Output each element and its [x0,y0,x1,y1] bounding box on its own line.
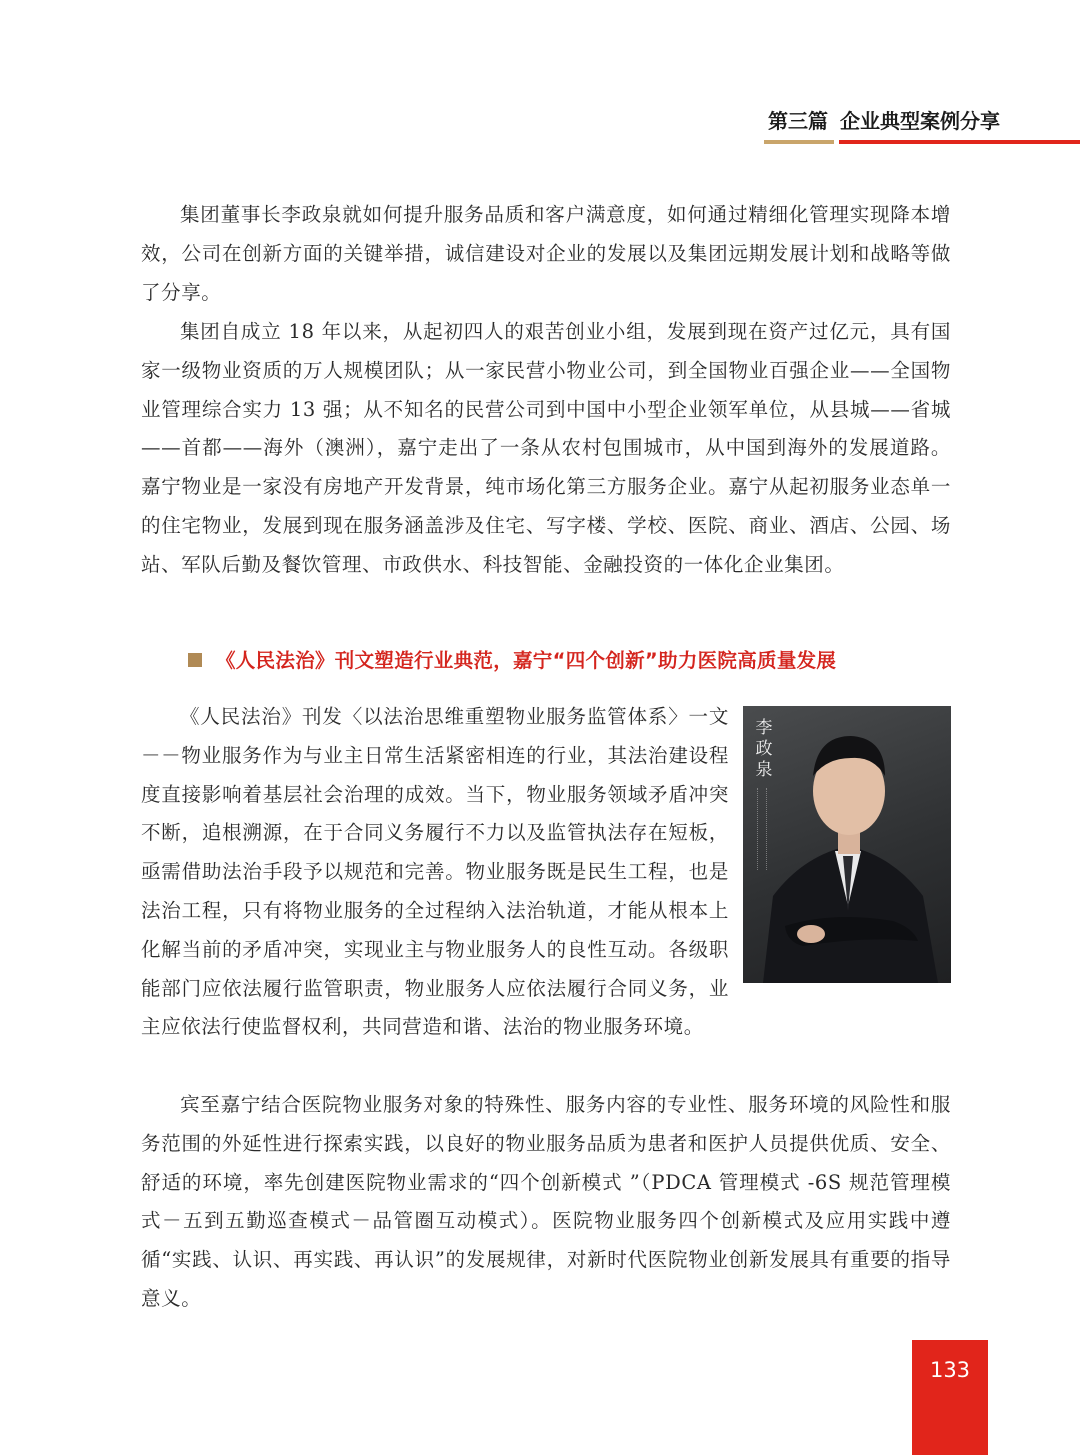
header-rule-red [839,140,1080,144]
header-chapter: 企业典型案例分享 [840,109,1000,133]
heading-bullet-icon [188,653,202,667]
page-number-box [912,1340,988,1455]
paragraph-history: 集团自成立 18 年以来，从起初四人的艰苦创业小组，发展到现在资产过亿元，具有国家一级物业资质的万人规模团队；从一家民营小物业公司，到全国物业百强企业——全国物业管理综合实力 13 强；从不知名的民营公司到中国中小型企业领军单位，从县城——省城——首都——海外（澳洲），嘉宁走出了一条从农村包围城市，从中国到海外的发展道路。嘉宁物业是一家没有房地产开发背景，纯市场化第三方服务企业。嘉宁从起初服务业态单一的住宅物业，发展到现在服务涵盖涉及住宅、写字楼、学校、医院、商业、酒店、公园、场站、军队后勤及餐饮管理、市政供水、科技智能、金融投资的一体化企业集团。 [141,320,951,576]
portrait-name: 李政泉 [755,718,773,780]
page-number: 133 [929,1358,971,1382]
paragraph-interview: 集团董事长李政泉就如何提升服务品质和客户满意度，如何通过精细化管理实现降本增效，公司在创新方面的关键举措，诚信建设对企业的发展以及集团远期发展计划和战略等做了分享。 [141,203,951,304]
header-part: 第三篇 [768,109,828,133]
running-header [768,104,1068,138]
paragraph-hospital-services: 宾至嘉宁结合医院物业服务对象的特殊性、服务内容的专业性、服务环境的风险性和服务范围的外延性进行探索实践，以良好的物业服务品质为患者和医护人员提供优质、安全、舒适的环境，率先创建医院物业需求的“四个创新模式 ”（PDCA 管理模式 -6S 规范管理模式－五到五勤巡查模式－品管圈互动模式）。医院物业服务四个创新模式及应用实践中遵循“实践、认识、再实践、再认识”的发展规律，对新时代医院物业创新发展具有重要的指导意义。 [141,1093,951,1310]
paragraph-rule-of-law: 《人民法治》刊发〈以法治思维重塑物业服务监管体系〉一文－－物业服务作为与业主日常生活紧密相连的行业，其法治建设程度直接影响着基层社会治理的成效。当下，物业服务领域矛盾冲突不断，追根溯源，在于合同义务履行不力以及监管执法存在短板，亟需借助法治手段予以规范和完善。物业服务既是民生工程，也是法治工程，只有将物业服务的全过程纳入法治轨道，才能从根本上化解当前的矛盾冲突，实现业主与物业服务人的良性互动。各级职能部门应依法履行监管职责，物业服务人应依法履行合同义务，业主应依法行使监督权利，共同营造和谐、法治的物业服务环境。 [141,705,729,1039]
header-rule-gold [764,140,834,144]
section-heading-text: 《人民法治》刊文塑造行业典范，嘉宁“四个创新”助力医院高质量发展 [216,649,837,672]
section-heading [188,644,1008,678]
